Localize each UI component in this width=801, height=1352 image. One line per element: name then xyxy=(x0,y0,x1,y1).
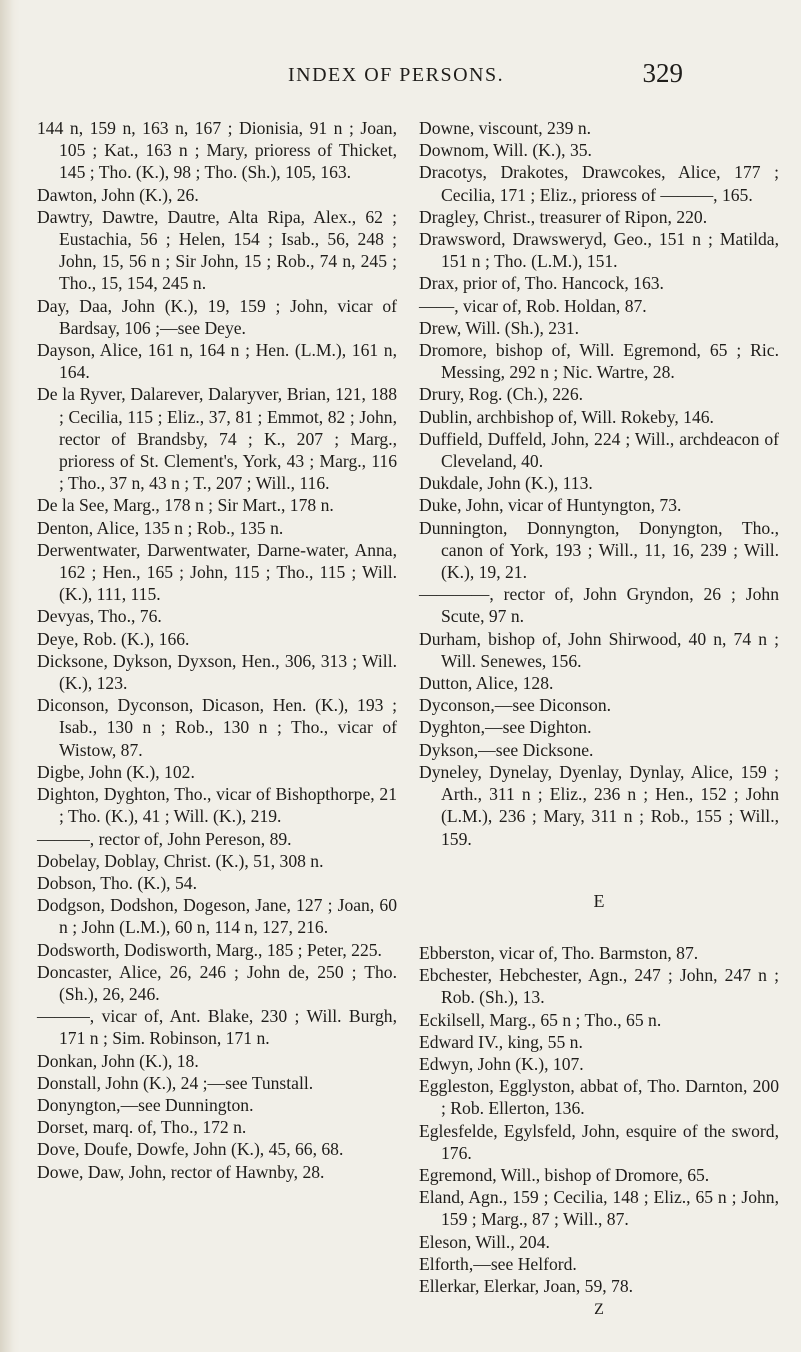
index-entry: Dorset, marq. of, Tho., 172 n. xyxy=(37,1117,247,1138)
index-entry: Donstall, John (K.), 24 ;—see Tunstall. xyxy=(37,1072,314,1093)
index-entry: Edward IV., king, 55 n. xyxy=(419,1031,583,1052)
right-column-d-entries xyxy=(419,117,779,850)
index-entry: Dracotys, Drakotes, Drawcokes, Alice, 177 ; Cecilia, 171 ; Eliz., prioress of ———, 165. xyxy=(419,162,779,205)
index-entry: Dromore, bishop of, Will. Egremond, 65 ; Ric. Messing, 292 n ; Nic. Wartre, 28. xyxy=(419,340,779,383)
index-entry: Donkan, John (K.), 18. xyxy=(37,1050,199,1071)
index-entry: Dublin, archbishop of, Will. Rokeby, 146. xyxy=(419,406,714,427)
index-entry: Dodgson, Dodshon, Dogeson, Jane, 127 ; Joan, 60 n ; John (L.M.), 60 n, 114 n, 127, 216. xyxy=(37,895,397,938)
signature-mark: Z xyxy=(594,1301,604,1319)
index-entry: Eggleston, Egglyston, abbat of, Tho. Darnton, 200 ; Rob. Ellerton, 136. xyxy=(419,1076,779,1119)
index-entry: ———, vicar of, Ant. Blake, 230 ; Will. Burgh, 171 n ; Sim. Robinson, 171 n. xyxy=(37,1006,397,1049)
index-entry: Duffield, Duffeld, John, 224 ; Will., archdeacon of Cleveland, 40. xyxy=(419,428,779,472)
index-entry: Dove, Doufe, Dowfe, John (K.), 45, 66, 68. xyxy=(37,1139,344,1160)
index-entry: Drax, prior of, Tho. Hancock, 163. xyxy=(419,273,664,294)
index-entry: Eland, Agn., 159 ; Cecilia, 148 ; Eliz., 65 n ; John, 159 ; Marg., 87 ; Will., 87. xyxy=(419,1187,779,1230)
index-entry: Doncaster, Alice, 26, 246 ; John de, 250 ; Tho. (Sh.), 26, 246. xyxy=(37,961,397,1004)
index-entry: ————, rector of, John Gryndon, 26 ; John Scute, 97 n. xyxy=(419,584,779,627)
index-entry: Derwentwater, Darwentwater, Darne-water, Anna, 162 ; Hen., 165 ; John, 115 ; Tho., 115 ; Will. (K.), 111, 115. xyxy=(37,539,397,605)
index-entry: Dyghton,—see Dighton. xyxy=(419,717,592,738)
index-entry: Eckilsell, Marg., 65 n ; Tho., 65 n. xyxy=(419,1009,662,1030)
index-entry: Dighton, Dyghton, Tho., vicar of Bishopthorpe, 21 ; Tho. (K.), 41 ; Will. (K.), 219. xyxy=(37,784,397,827)
index-entry: Dobelay, Doblay, Christ. (K.), 51, 308 n. xyxy=(37,850,324,871)
index-entry: Dobson, Tho. (K.), 54. xyxy=(37,872,197,893)
index-entry: Drury, Rog. (Ch.), 226. xyxy=(419,384,584,405)
index-entry: Day, Daa, John (K.), 19, 159 ; John, vicar of Bardsay, 106 ;—see Deye. xyxy=(37,295,397,338)
index-entry: Eglesfelde, Egylsfeld, John, esquire of the sword, 176. xyxy=(419,1120,779,1163)
index-entry: ——, vicar of, Rob. Holdan, 87. xyxy=(419,295,647,316)
binding-gutter xyxy=(0,0,20,1352)
index-entry: Downe, viscount, 239 n. xyxy=(419,118,592,138)
index-entry: Devyas, Tho., 76. xyxy=(37,606,162,627)
index-entry: Eleson, Will., 204. xyxy=(419,1231,550,1252)
index-entry: Duke, John, vicar of Huntyngton, 73. xyxy=(419,495,682,516)
index-entry: Elforth,—see Helford. xyxy=(419,1253,577,1274)
index-entry: Ebberston, vicar of, Tho. Barmston, 87. xyxy=(419,942,699,963)
index-entry: Dicksone, Dykson, Dyxson, Hen., 306, 313 ; Will. (K.), 123. xyxy=(37,650,397,694)
index-entry: De la Ryver, Dalarever, Dalaryver, Brian, 121, 188 ; Cecilia, 115 ; Eliz., 37, 81 ; Emmot, 82 ; John, rector of Brandsby, 74 ; K., 207 ; Marg., prioress of St. Clement's, York, 43 ; Marg., 116 ; Tho., 37 n, 43 n ; T., 207 ; Will., 116. xyxy=(37,384,397,494)
index-entry: Denton, Alice, 135 n ; Rob., 135 n. xyxy=(37,517,284,538)
index-entry: Dodsworth, Dodisworth, Marg., 185 ; Peter, 225. xyxy=(37,939,382,960)
index-entry: Digbe, John (K.), 102. xyxy=(37,761,195,782)
index-entry: Dukdale, John (K.), 113. xyxy=(419,473,593,494)
index-entry: 144 n, 159 n, 163 n, 167 ; Dionisia, 91 n ; Joan, 105 ; Kat., 163 n ; Mary, prioress of Thicket, 145 ; Tho. (K.), 98 ; Tho. (Sh.), 105, 163. xyxy=(37,118,397,183)
index-entry: ———, rector of, John Pereson, 89. xyxy=(37,828,292,849)
right-column xyxy=(419,117,779,1321)
index-entry: Dunnington, Donnyngton, Donyngton, Tho., canon of York, 193 ; Will., 11, 16, 239 ; Will. (K.), 19, 21. xyxy=(419,517,779,583)
index-entry: Downom, Will. (K.), 35. xyxy=(419,140,592,161)
index-entry: Edwyn, John (K.), 107. xyxy=(419,1053,584,1074)
running-title: INDEX OF PERSONS. xyxy=(288,64,505,86)
index-entry: Ellerkar, Elerkar, Joan, 59, 78. xyxy=(419,1275,634,1296)
left-column xyxy=(37,117,397,1183)
index-entry: Egremond, Will., bishop of Dromore, 65. xyxy=(419,1164,710,1185)
index-entry: Dutton, Alice, 128. xyxy=(419,673,554,694)
index-entry: Ebchester, Hebchester, Agn., 247 ; John, 247 n ; Rob. (Sh.), 13. xyxy=(419,965,779,1008)
index-entry: De la See, Marg., 178 n ; Sir Mart., 178 n. xyxy=(37,495,334,516)
index-entry: Drawsword, Drawsweryd, Geo., 151 n ; Matilda, 151 n ; Tho. (L.M.), 151. xyxy=(419,229,779,272)
index-entry: Diconson, Dyconson, Dicason, Hen. (K.), 193 ; Isab., 130 n ; Rob., 130 n ; Tho., vicar of Wistow, 87. xyxy=(37,695,397,760)
index-entry: Dowe, Daw, John, rector of Hawnby, 28. xyxy=(37,1161,325,1182)
right-column-e-entries xyxy=(419,942,779,1297)
index-entry: Dayson, Alice, 161 n, 164 n ; Hen. (L.M.), 161 n, 164. xyxy=(37,340,397,383)
index-entry: Drew, Will. (Sh.), 231. xyxy=(419,317,580,338)
index-entry: Donyngton,—see Dunnington. xyxy=(37,1094,254,1115)
index-entry: Dawtry, Dawtre, Dautre, Alta Ripa, Alex., 62 ; Eustachia, 56 ; Helen, 154 ; Isab., 56, 248 ; John, 15, 56 n ; Sir John, 15 ; Rob., 74 n, 245 ; Tho., 15, 154, 245 n. xyxy=(37,206,397,294)
index-entry: Dyneley, Dynelay, Dyenlay, Dynlay, Alice, 159 ; Arth., 311 n ; Eliz., 236 n ; Hen., 152 ; John (L.M.), 236 ; Mary, 311 n ; Rob., 155 ; Will., 159. xyxy=(419,761,779,849)
index-entry: Durham, bishop of, John Shirwood, 40 n, 74 n ; Will. Senewes, 156. xyxy=(419,628,779,671)
page-number: 329 xyxy=(642,58,683,88)
section-letter: E xyxy=(593,890,605,911)
index-entry: Dawton, John (K.), 26. xyxy=(37,184,199,205)
index-entry: Dyconson,—see Diconson. xyxy=(419,695,612,716)
index-entry: Dragley, Christ., treasurer of Ripon, 220. xyxy=(419,206,708,227)
index-entry: Deye, Rob. (K.), 166. xyxy=(37,628,190,649)
index-entry: Dykson,—see Dicksone. xyxy=(419,739,594,760)
